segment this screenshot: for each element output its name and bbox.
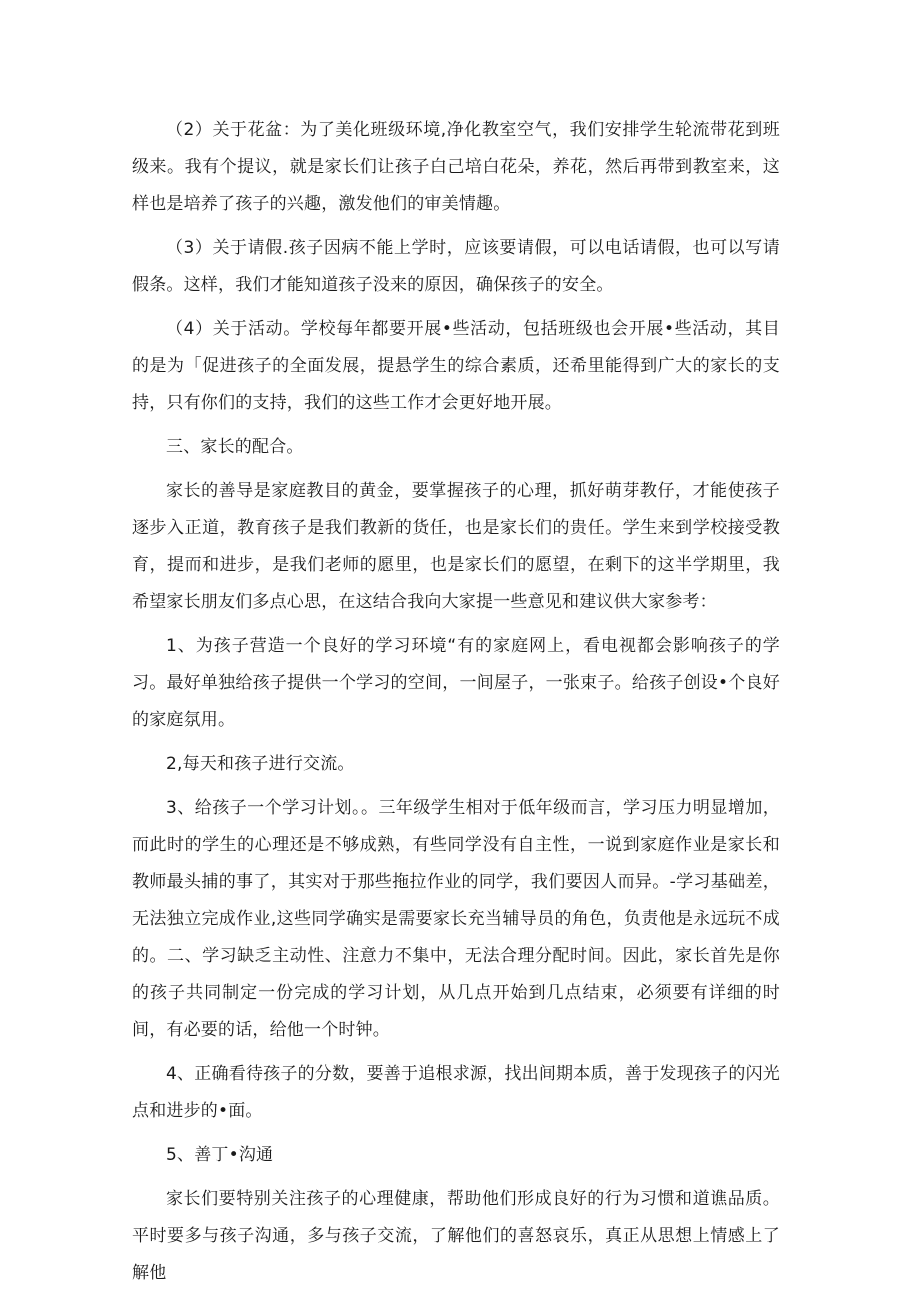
paragraph-item-3-study-plan: 3、给孩子一个学习计划。。三年级学生相对于低年级而言，学习压力明显增加，而此时的学生的心理还是不够成熟，有些同学没有自主性，一说到家庭作业是家长和教师最头捕的事了，其实对于那些拖拉作业的同学，我们要因人而异。-学习基础差，无法独立完成作业,这些同学确实是需要家长充当辅导员的角色，负责他是永远玩不成的。二、学习缺乏主动性、注意力不集中，无法合理分配时间。因此，家长首先是你的孩子共同制定一份完成的学习计划，从几点开始到几点结束，必须要有详细的时间，有必要的话，给他一个时钟。 (132, 798, 780, 1040)
paragraph-mental-health: 家长们要特别关注孩子的心理健康，帮助他们形成良好的行为习惯和道谯品质。平时要多与孩子沟通，多与孩子交流，了解他们的喜怒哀乐，真正从思想上情感上了解他 (132, 1189, 780, 1283)
document-body (132, 112, 780, 1299)
paragraph-item-5-heading: 5、善丁•沟通 (166, 1145, 274, 1165)
paragraph-item-2-communication: 2,每天和孩子进行交流。 (166, 754, 355, 774)
paragraph-flowerpot: （2）关于花盆：为了美化班级环境,净化教室空气，我们安排学生轮流带花到班级来。我有个提议，就是家长们让孩子白己培白花朵，养花，然后再带到教室来，这样也是培养了孩子的兴趣，激发他们的审美情趣。 (132, 120, 780, 214)
paragraph-item-4-scores: 4、正确看待孩子的分数，要善于追根求源，找出间期本质，善于发现孩子的闪光点和进步的•面。 (132, 1064, 780, 1121)
paragraph-item-1-environment: 1、为孩子营造一个良好的学习环境“有的家庭网上，看电视都会影响孩子的学习。最好单独给孩子提供一个学习的空间，一间屋子，一张束子。给孩子创设•个良好的家庭氛用。 (132, 636, 780, 730)
paragraph-leave-request: （3）关于请假.孩子因病不能上学时，应该要请假，可以电话请假，也可以写请假条。这样，我们才能知道孩子没来的原因，确保孩子的安全。 (132, 238, 780, 295)
paragraph-parent-guidance: 家长的善导是家庭教目的黄金，要掌握孩子的心理，抓好萌芽教仔，才能使孩子逐步入正道，教育孩子是我们教新的货任，也是家长们的贵任。学生来到学校接受教育，提而和进步，是我们老师的愿里，也是家长们的愿望，在剩下的这半学期里，我希望家长朋友们多点心思，在这结合我向大家提一些意见和建议供大家参考： (132, 481, 780, 612)
section-heading-parent-cooperation: 三、家长的配合。 (166, 437, 304, 457)
paragraph-activities: （4）关于活动。学校每年都要开展•些活动，包括班级也会开展•些活动，其目的是为「促进孩子的全面发展，提悬学生的综合素质，还希里能得到广大的家长的支持，只有你们的支持，我们的这些工作才会更好地开展。 (132, 319, 780, 413)
